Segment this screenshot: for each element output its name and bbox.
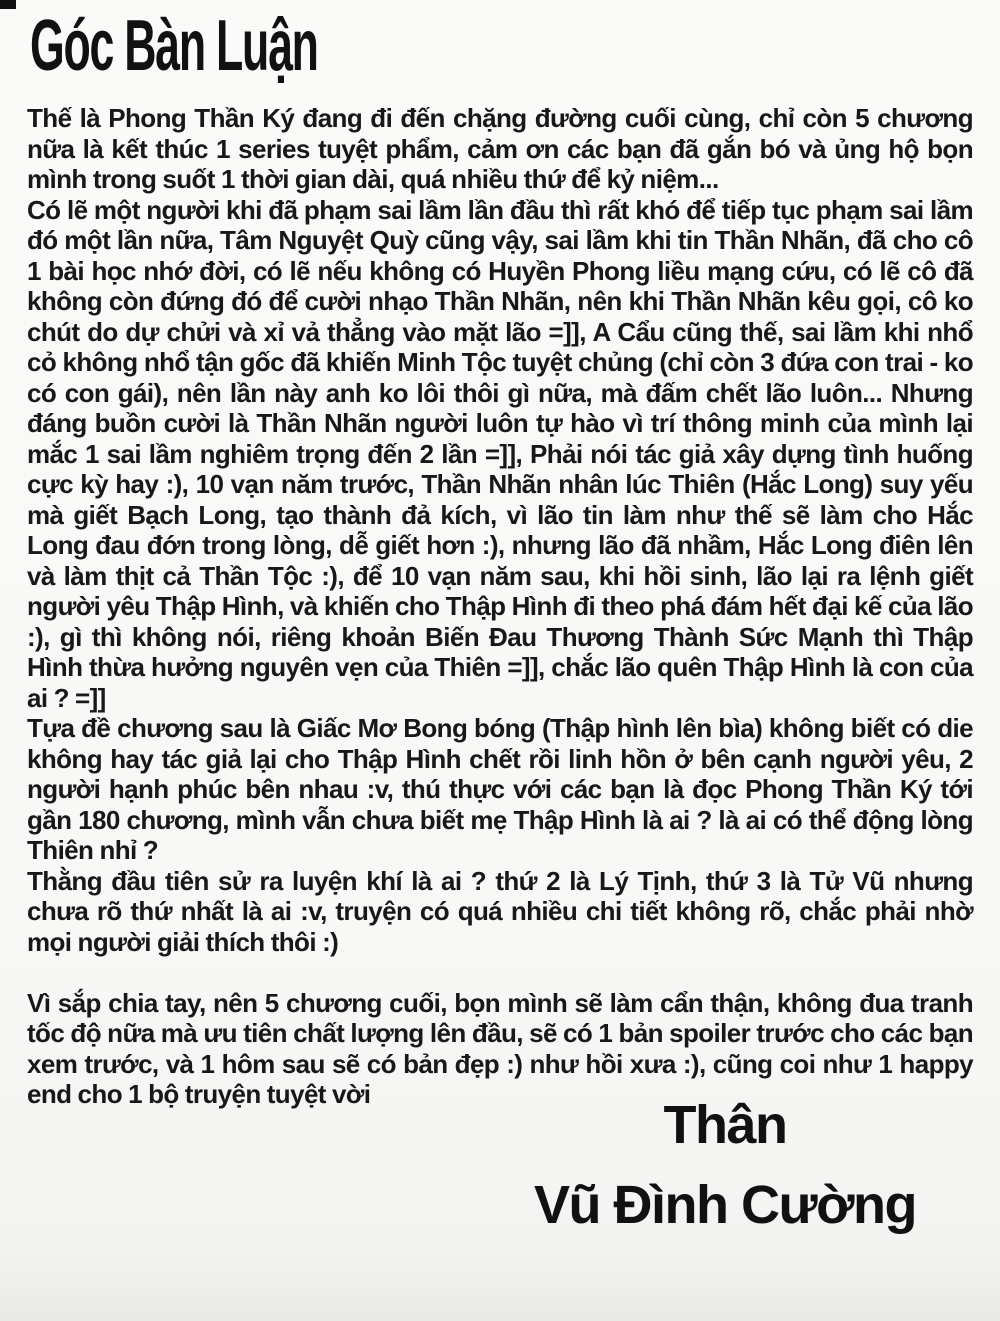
discussion-text — [27, 103, 973, 1110]
paragraph-next-chapter: Tựa đề chương sau là Giấc Mơ Bong bóng (Thập hình lên bìa) không biết có die không hay tác giả lại cho Thập Hình chết rồi linh hồn ở bên cạnh người yêu, 2 người hạnh phúc bên nhau :v, thú thực với các bạn là đọc Phong Thần Ký tới gần 180 chương, mình vẫn chưa biết mẹ Thập Hình là ai ? là ai có thể động lòng Thiên nhỉ ? — [27, 713, 973, 865]
page-title: Góc Bàn Luận — [30, 6, 318, 86]
signature-block — [515, 1085, 935, 1245]
signature-closing: Thân — [663, 1095, 787, 1155]
paragraph-intro: Thế là Phong Thần Ký đang đi đến chặng đường cuối cùng, chỉ còn 5 chương nữa là kết thúc 1 series tuyệt phẩm, cảm ơn các bạn đã gắn bó và ủng hộ bọn mình trong suốt 1 thời gian dài, quá nhiều thứ để kỷ niệm... — [27, 103, 973, 194]
signature-name: Vũ Đình Cường — [534, 1175, 916, 1235]
paragraph-questions: Thằng đầu tiên sử ra luyện khí là ai ? thứ 2 là Lý Tịnh, thứ 3 là Tử Vũ nhưng chưa rõ thứ nhất là ai :v, truyện có quá nhiều chi tiết không rõ, chắc phải nhờ mọi người giải thích thôi :) — [27, 865, 973, 957]
paragraph-farewell-plan: Vì sắp chia tay, nên 5 chương cuối, bọn mình sẽ làm cẩn thận, không đua tranh tốc độ nữa mà ưu tiên chất lượng lên đầu, sẽ có 1 bản spoiler trước cho các bạn xem trước, và 1 hôm sau sẽ có bản đẹp :) như hồi xưa :), cũng coi như 1 happy end cho 1 bộ truyện tuyệt vời — [27, 987, 973, 1109]
scan-corner-mark — [0, 0, 16, 9]
paragraph-mistakes-discussion: Có lẽ một người khi đã phạm sai lầm lần đầu thì rất khó để tiếp tục phạm sai lầm đó một lần nữa, Tâm Nguyệt Quỳ cũng vậy, sai lầm khi tin Thần Nhãn, đã cho cô 1 bài học nhớ đời, có lẽ nếu không có Huyền Phong liều mạng cứu, có lẽ cô đã không còn đứng đó để cười nhạo Thần Nhãn, nên khi Thần Nhãn kêu gọi, cô ko chút do dự chửi và xỉ vả thẳng vào mặt lão =]], A Cẩu cũng thế, sai lầm khi nhổ cỏ không nhổ tận gốc đã khiến Minh Tộc tuyệt chủng (chỉ còn 3 đứa con trai - ko có con gái), nên lần này anh ko lôi thôi gì nữa, mà đấm chết lão luôn... Nhưng đáng buồn cười là Thần Nhãn người luôn tự hào vì trí thông minh của mình lại mắc 1 sai lầm nghiêm trọng đến 2 lần =]], Phải nói tác giả xây dựng tình huống cực kỳ hay :), 10 vạn năm trước, Thần Nhãn nhân lúc Thiên (Hắc Long) suy yếu mà giết Bạch Long, tạo thành đả kích, vì lão tin làm như thế sẽ làm cho Hắc Long đau đớn trong lòng, dễ giết hơn :), nhưng lão đã nhầm, Hắc Long điên lên và làm thịt cả Thần Tộc :), để 10 vạn năm sau, khi hồi sinh, lão lại ra lệnh giết người yêu Thập Hình, và khiến cho Thập Hình đi theo phá đám hết đại kế của lão :), gì thì không nói, riêng khoản Biến Đau Thương Thành Sức Mạnh thì Thập Hình thừa hưởng nguyên vẹn của Thiên =]], chắc lão quên Thập Hình là con của ai ? =]] — [27, 194, 973, 713]
